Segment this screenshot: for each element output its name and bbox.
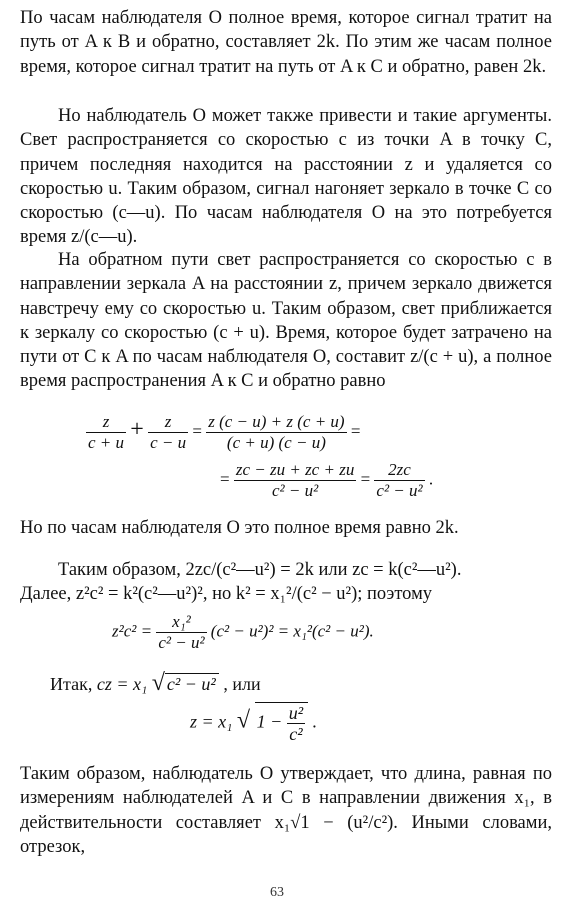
formula-square: z²c² = $\frac{\text{x₁²}}{\text{c² − u²}}$ (c² − u²)² = x₁²(c² − u²). <box>112 612 374 652</box>
formula-sum: $\frac{z}{c + u}$ + $\frac{z}{c - u}$ = $\frac{z (c - u) + z (c + u)}{(c + u) (c - u)}$ = = $\frac{zc - zu + zc + zu}{\text{c² − u²}}$ = $\frac{2zc}{\text{c² − u²}}$ . <box>88 412 434 500</box>
paragraph-3: На обратном пути свет распространяется со скоростью c в направлении зеркала A на расстоянии z, причем зеркало движется навстречу ему со скоростью u. Таким образом, свет приближается к зеркалу со скоростью (c + u). Время, которое будет затрачено на пути от C к A по часам наблюдателя O, составит z/(c + u), а полное время распространения A к C и обратно равно <box>20 250 552 392</box>
formula-root: Итак, cz = x₁ √ c² − u² , или <box>50 670 261 696</box>
paragraph-1: По часам наблюдателя O полное время, которое сигнал тратит на путь от A к B и обратно, составляет 2k. По этим же часам полное время, которое сигнал тратит на путь от A к C и обратно, равен 2k. <box>20 8 552 77</box>
paragraph-4: Но по часам наблюдателя O это полное время равно 2k. <box>20 518 459 538</box>
formula-z: z = x₁ √ 1 − $\frac{\text{u²}}{\text{c²}}$ . <box>190 703 318 744</box>
paragraph-5b: Далее, z²c² = k²(c²—u²)², но k² = x₁²/(c² − u²); поэтому <box>20 584 433 604</box>
frac-a: $\frac{z}{c + u}$ <box>88 412 125 452</box>
frac-d: $\frac{zc - zu + zc + zu}{\text{c² − u²}}$ <box>235 460 355 500</box>
frac-c: $\frac{z (c - u) + z (c + u)}{(c + u) (c - u)}$ <box>208 412 345 452</box>
frac-b: $\frac{z}{c - u}$ <box>150 412 187 452</box>
page-number: 63 <box>270 885 284 900</box>
paragraph-2: Но наблюдатель O может также привести и такие аргументы. Свет распространяется со скоростью c из точки A в точку C, причем последняя находится на расстоянии z и удаляется со скоростью u. Таким образом, сигнал нагоняет зеркало в точке C со скоростью (c—u). По часам наблюдателя O на это потребуется время z/(c—u). <box>20 106 552 248</box>
paragraph-6: Таким образом, наблюдатель O утверждает, что длина, равная по измерениям наблюдателей A и C в направлении движения x₁, в действительности составляет x₁√1 − (u²/c²). Иными словами, отрезок, <box>20 764 552 857</box>
paragraph-5a: Таким образом, 2zc/(c²—u²) = 2k или zc = k(c²—u²). <box>58 560 462 580</box>
frac-e: $\frac{2zc}{\text{c² − u²}}$ <box>376 460 423 500</box>
